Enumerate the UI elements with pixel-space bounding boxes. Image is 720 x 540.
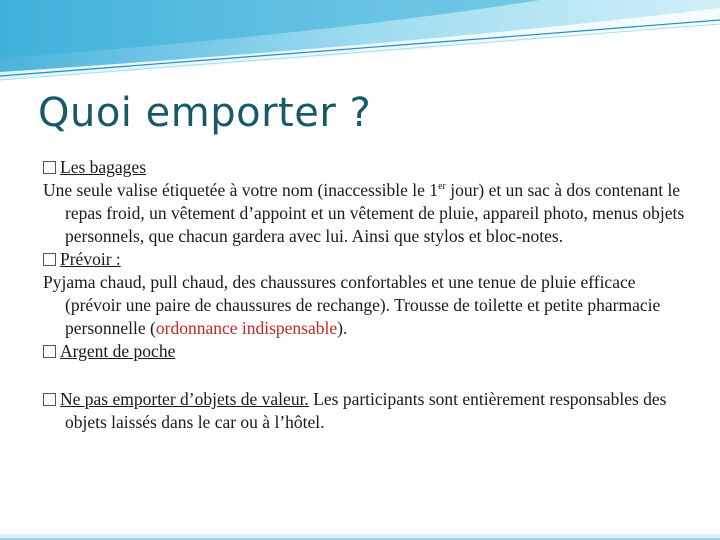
bagages-heading: Les bagages (60, 157, 147, 177)
bullet-bagages (43, 156, 693, 179)
bullet-box-icon (43, 253, 56, 266)
slide-content (43, 156, 693, 434)
valeur-text: Les participants sont entièrement responsables des objets laissés dans le car ou à l’hôtel. (65, 389, 667, 432)
bullet-valeur (43, 388, 693, 434)
bullet-box-icon (43, 161, 56, 174)
bagages-paragraph (43, 179, 693, 248)
spacer (43, 363, 693, 388)
prevoir-heading: Prévoir : (60, 249, 121, 269)
bullet-prevoir (43, 248, 693, 271)
bullet-box-icon (43, 345, 56, 358)
argent-heading: Argent de poche (60, 341, 176, 361)
bullet-argent (43, 340, 693, 363)
prevoir-text-end: ). (337, 318, 348, 338)
prevoir-text: Pyjama chaud, pull chaud, des chaussures confortables et une tenue de pluie efficace (prévoir une paire de chaussures de rechange). Trousse de toilette et petite pharmacie personnelle ( (43, 272, 661, 338)
ordonnance-highlight: ordonnance indispensable (155, 318, 338, 338)
top-wave-decoration (0, 0, 720, 90)
bagages-text: Une seule valise étiquetée à votre nom (inaccessible le 1 (43, 180, 439, 200)
prevoir-paragraph (43, 271, 693, 340)
bottom-border-decoration (0, 534, 720, 540)
page-title: Quoi emporter ? (38, 90, 372, 136)
bagages-text-rest: jour) et un sac à dos contenant le repas froid, un vêtement d’appoint et un vêtement de pluie, appareil photo, menus objets personnels, que chacun gardera avec lui. Ainsi que stylos et bloc-notes. (65, 180, 685, 246)
valeur-heading: Ne pas emporter d’objets de valeur. (60, 389, 309, 409)
bullet-box-icon (43, 393, 56, 406)
ordinal-sup: er (438, 181, 446, 193)
